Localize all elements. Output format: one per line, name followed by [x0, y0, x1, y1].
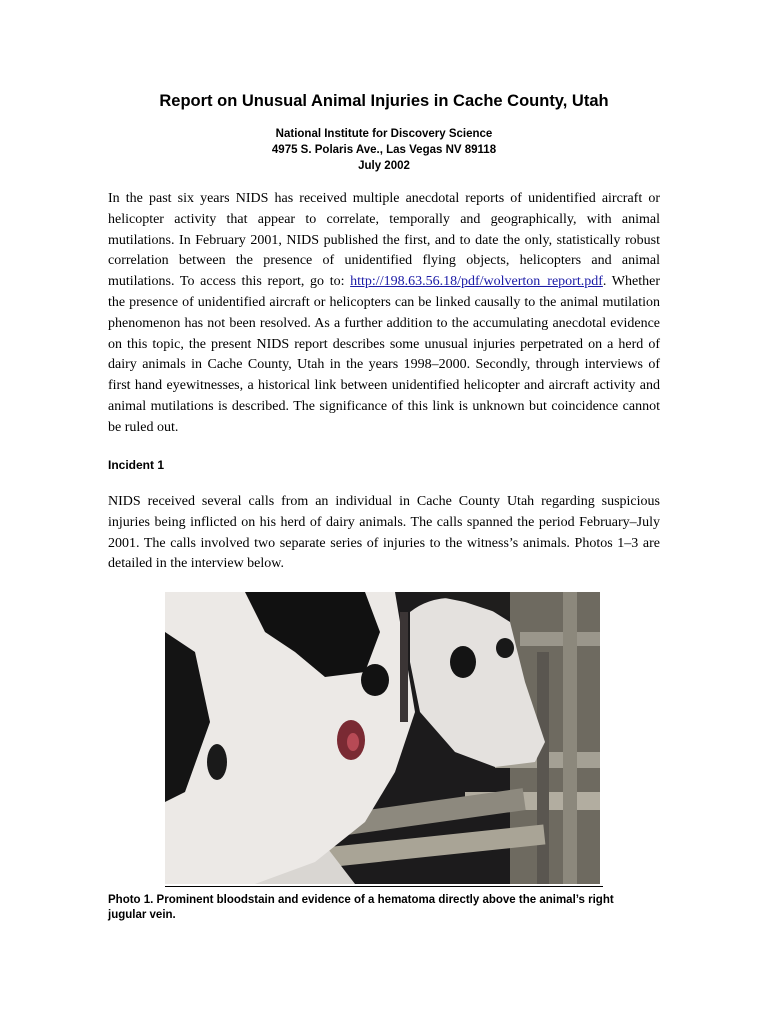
- intro-text-start: In the past six years NIDS has received multiple anecdotal reports of unidentified aircraft or helicopter activity that appear to correlate, temporally and geographically, with animal mutilations. In February 2001, NIDS published the first, and to date the only, statistically robust correlation between the presence of unidentified flying objects, helicopters and animal mutilations. To access this report, go to:: [108, 191, 660, 290]
- intro-paragraph: [108, 189, 660, 439]
- photo-1: [165, 592, 600, 884]
- org-name: National Institute for Discovery Science: [275, 128, 493, 140]
- intro-text-end: . Whether the presence of unidentified aircraft or helicopters can be linked causally to the animal mutilation phenomenon has not been resolved. As a further addition to the accumulating anecdotal evidence on this topic, the present NIDS report describes some unusual injuries perpetrated on a herd of dairy animals in Cache County, Utah in the years 1998–2000. Secondly, through interviews of first hand eyewitnesses, a historical link between unidentified helicopter and aircraft activity and animal mutilations is described. The significance of this link is unknown but coincidence cannot be ruled out.: [108, 274, 660, 435]
- incident-paragraph: NIDS received several calls from an individual in Cache County Utah regarding suspicious injuries being inflicted on his herd of dairy animals. The calls spanned the period February–July 2001. The calls involved two separate series of injuries to the witness’s animals. Photos 1–3 are detailed in the interview below.: [108, 494, 660, 572]
- org-address: 4975 S. Polaris Ave., Las Vegas NV 89118: [271, 144, 497, 156]
- incident-heading: Incident 1: [108, 458, 165, 472]
- report-title: Report on Unusual Animal Injuries in Cache County, Utah: [159, 92, 609, 110]
- photo-caption: Photo 1. Prominent bloodstain and evidence of a hematoma directly above the animal’s right jugular vein.: [108, 894, 614, 921]
- report-date: July 2002: [358, 160, 410, 172]
- caption-rule: [165, 886, 603, 887]
- report-link[interactable]: http://198.63.56.18/pdf/wolverton_report.pdf: [350, 274, 603, 290]
- cow-photo-image: [165, 592, 600, 884]
